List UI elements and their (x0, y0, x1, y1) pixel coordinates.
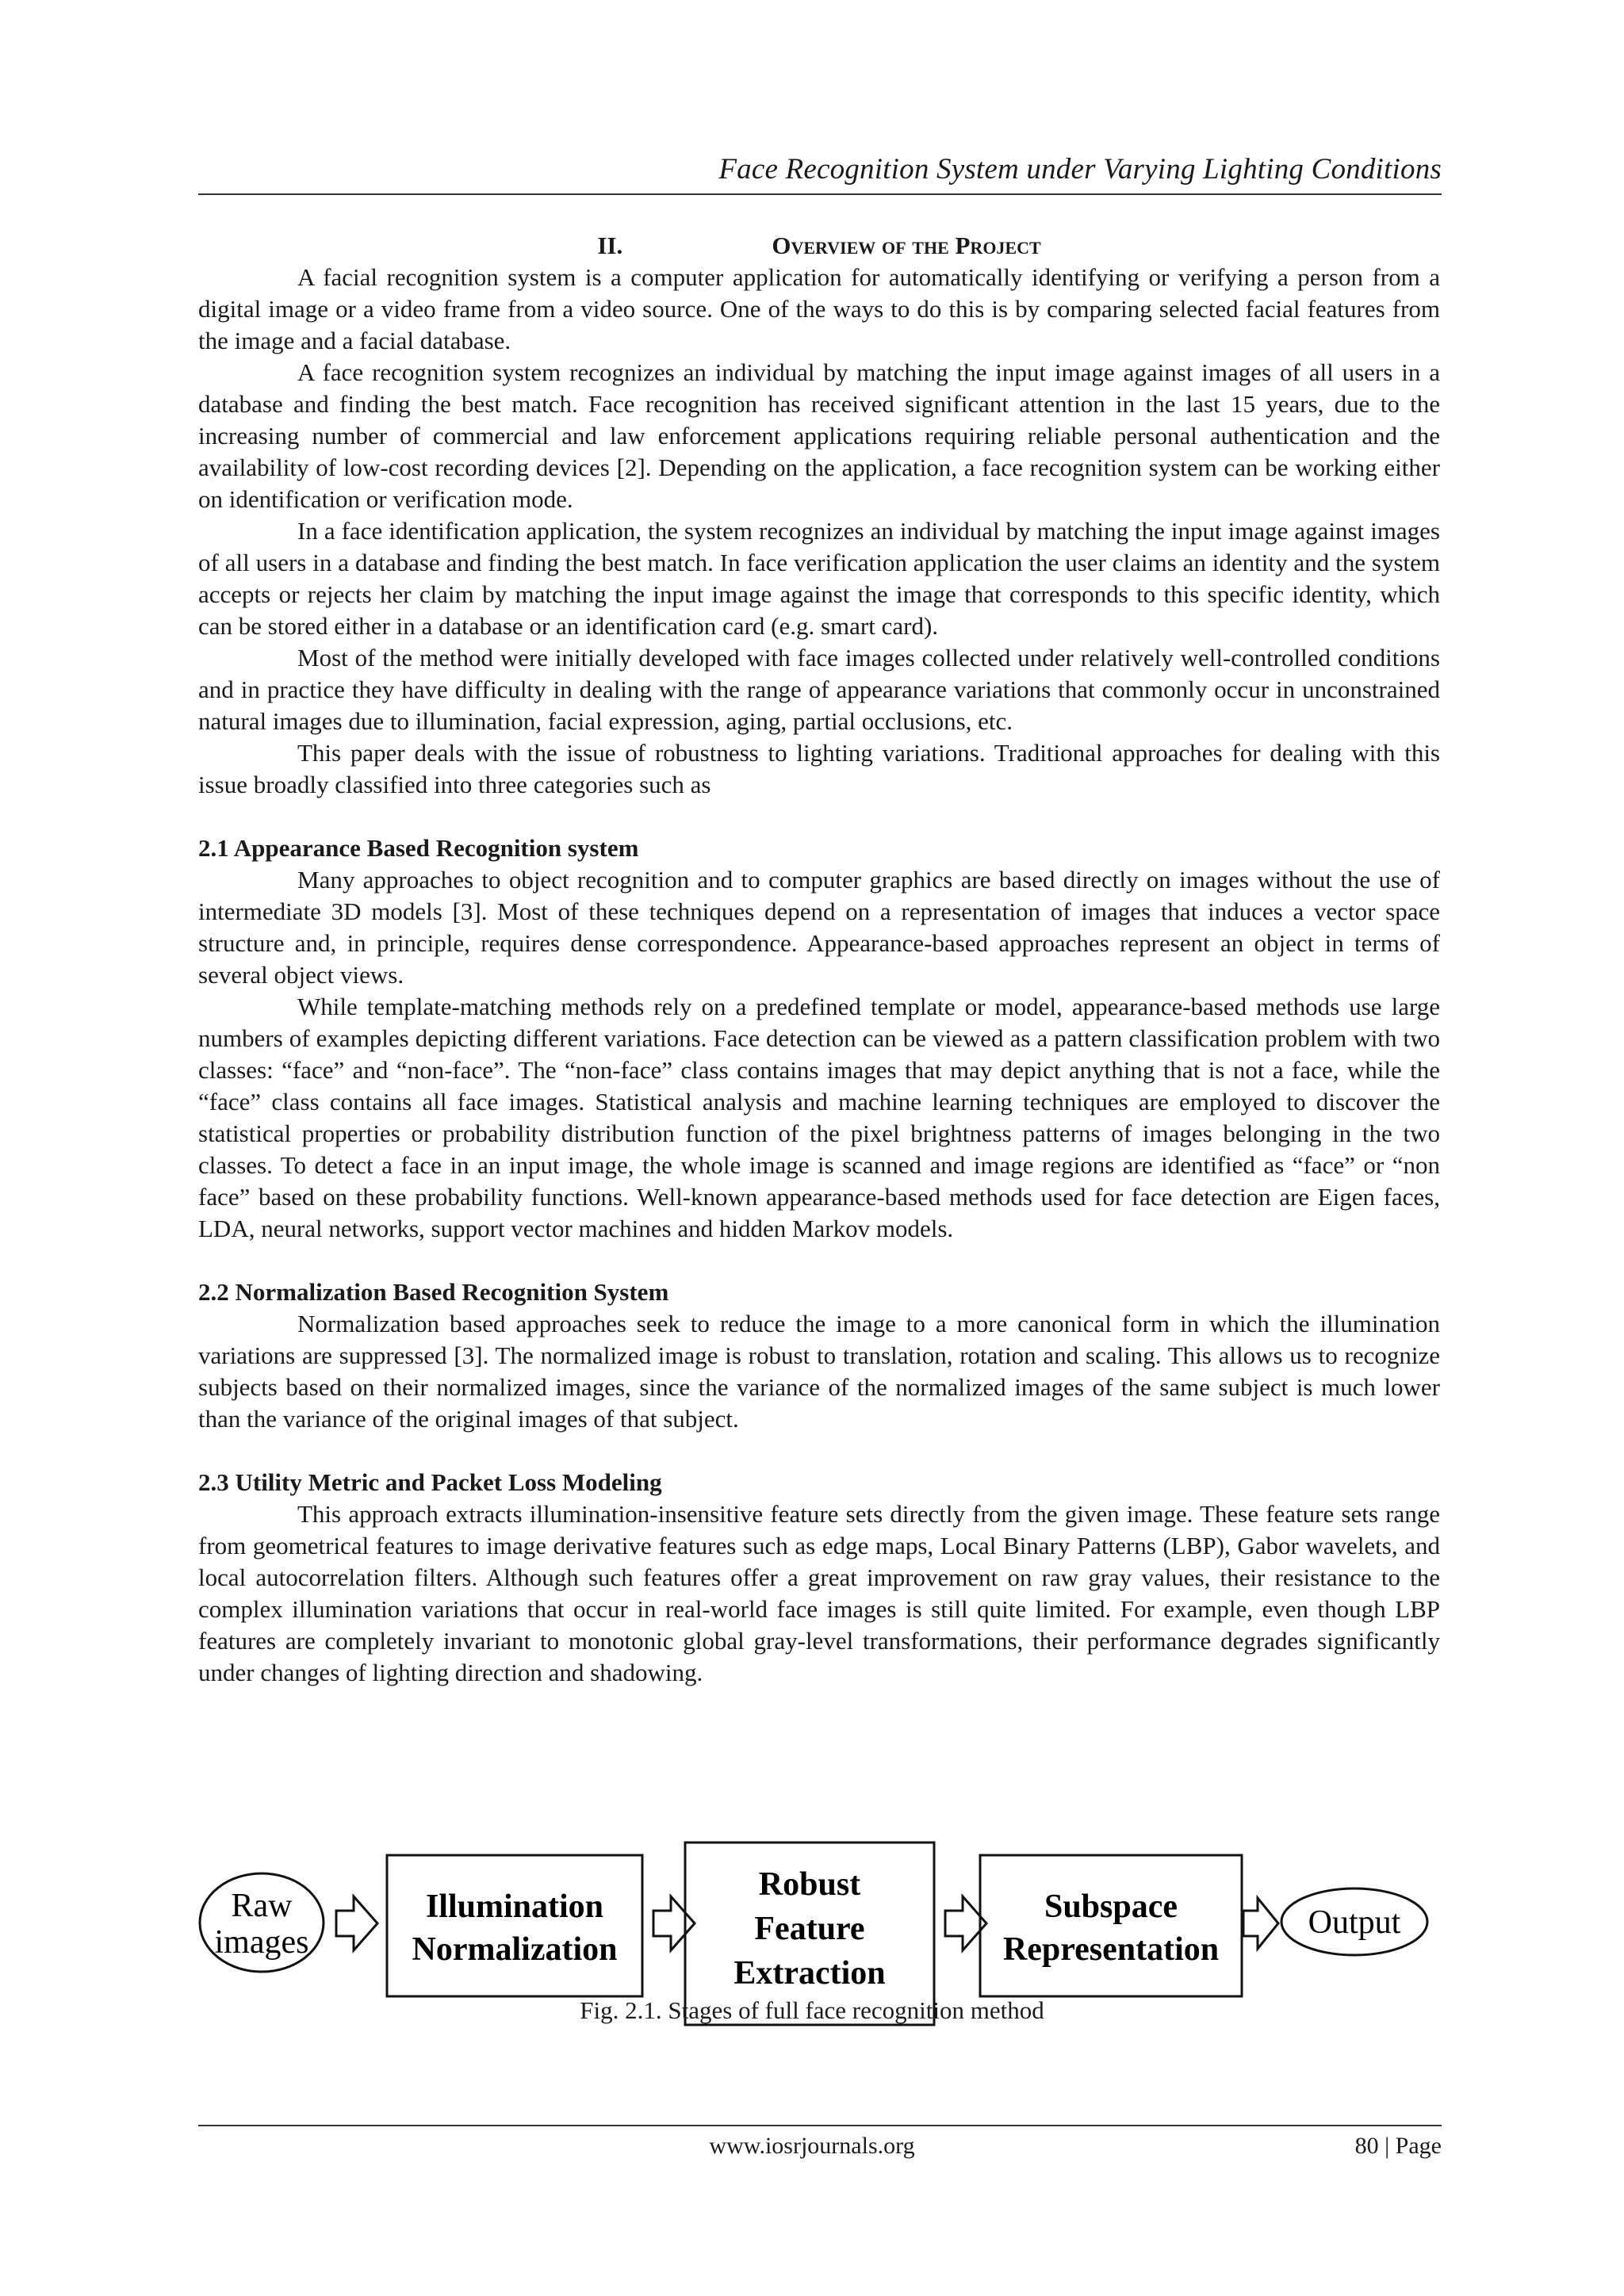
illumination-label-1: Illumination (425, 1888, 604, 1925)
paragraph: Normalization based approaches seek to reduce the image to a more canonical form in which the illumination variations are suppressed [3]. The normalized image is robust to translation, rotation and scaling. This allows us to recognize subjects based on their normalized images, since the variance of the normalized images of the same subject is much lower than the variance of the original images of that subject. (198, 1310, 1440, 1433)
subsection-heading-2-2: 2.2 Normalization Based Recognition System (198, 1278, 669, 1306)
paragraph: Most of the method were initially developed with face images collected under relatively well-controlled conditions and in practice they have difficulty in dealing with the range of appearance variations that commonly occur in unconstrained natural images due to illumination, facial expression, aging, partial occlusions, etc. (198, 644, 1440, 735)
subsection-heading-2-3: 2.3 Utility Metric and Packet Loss Modeling (198, 1468, 662, 1496)
page-number: 80 | Page (1354, 2133, 1442, 2159)
flow-arrow (653, 1896, 695, 1950)
flow-arrow (1243, 1898, 1278, 1949)
subsection-heading-2-1: 2.1 Appearance Based Recognition system (198, 834, 639, 862)
paragraph: A facial recognition system is a computer application for automatically identifying or verifying a person from a digital image or a video frame from a video source. One of the ways to do this is by comparing selected facial features from the image and a facial database. (198, 263, 1440, 354)
section-heading (198, 230, 1440, 262)
subspace-label-1: Subspace (1044, 1888, 1178, 1925)
output-label: Output (1308, 1904, 1401, 1941)
subspace-label-2: Representation (1002, 1931, 1220, 1968)
illumination-normalization-box (387, 1855, 642, 1996)
paragraph: Many approaches to object recognition and to computer graphics are based directly on images without the use of intermediate 3D models [3]. Most of these techniques depend on a representation of images that induces a vector space structure and, in principle, requires dense correspondence. Appearance-based approaches represent an object in terms of several object views. (198, 866, 1440, 989)
raw-images-label-1: Raw (231, 1888, 293, 1924)
main-content (198, 230, 1440, 1689)
subspace-representation-box (980, 1855, 1242, 1996)
paragraph: This paper deals with the issue of robustness to lighting variations. Traditional approaches for dealing with this issue broadly classified into three categories such as (198, 739, 1440, 798)
illumination-label-2: Normalization (412, 1931, 618, 1968)
footer-rule (198, 2125, 1442, 2126)
section-number: II. (597, 232, 623, 259)
flow-arrow (336, 1896, 377, 1950)
paragraph: While template-matching methods rely on a predefined template or model, appearance-based methods use large numbers of examples depicting different variations. Face detection can be viewed as a pattern classification problem with two classes: “face” and “non-face”. The “non-face” class contains images that may depict anything that is not a face, while the “face” class contains all face images. Statistical analysis and machine learning techniques are employed to discover the statistical properties or probability distribution function of the pixel brightness patterns of images belonging in the two classes. To detect a face in an input image, the whole image is scanned and image regions are identified as “face” or “non face” based on these probability functions. Well-known appearance-based methods used for face detection are Eigen faces, LDA, neural networks, support vector machines and hidden Markov models. (198, 993, 1440, 1242)
section-title: Overview of the Project (772, 232, 1041, 259)
raw-images-label-2: images (214, 1924, 309, 1961)
footer-url: www.iosrjournals.org (709, 2133, 915, 2159)
figure-caption: Fig. 2.1. Stages of full face recognition method (580, 1996, 1044, 2024)
robust-label-1: Robust (758, 1866, 861, 1903)
robust-label-3: Extraction (733, 1955, 886, 1992)
header-rule (198, 193, 1442, 195)
paragraph: In a face identification application, the system recognizes an individual by matching the input image against images of all users in a database and finding the best match. In face verification application the user claims an identity and the system accepts or rejects her claim by matching the input image against the image that corresponds to this specific identity, which can be stored either in a database or an identification card (e.g. smart card). (198, 517, 1440, 640)
running-header: Face Recognition System under Varying Lighting Conditions (718, 153, 1442, 186)
paragraph: A face recognition system recognizes an individual by matching the input image against images of all users in a database and finding the best match. Face recognition has received significant attention in the last 15 years, due to the increasing number of commercial and law enforcement applications requiring reliable personal authentication and the availability of low-cost recording devices [2]. Depending on the application, a face recognition system can be working either on identification or verification mode. (198, 358, 1440, 513)
paragraph: This approach extracts illumination-insensitive feature sets directly from the given image. These feature sets range from geometrical features to image derivative features such as edge maps, Local Binary Patterns (LBP), Gabor wavelets, and local autocorrelation filters. Although such features offer a great improvement on raw gray values, their resistance to the complex illumination variations that occur in real-world face images is still quite limited. For example, even though LBP features are completely invariant to monotonic global gray-level transformations, their performance degrades significantly under changes of lighting direction and shadowing. (198, 1500, 1440, 1686)
robust-label-2: Feature (754, 1911, 865, 1947)
